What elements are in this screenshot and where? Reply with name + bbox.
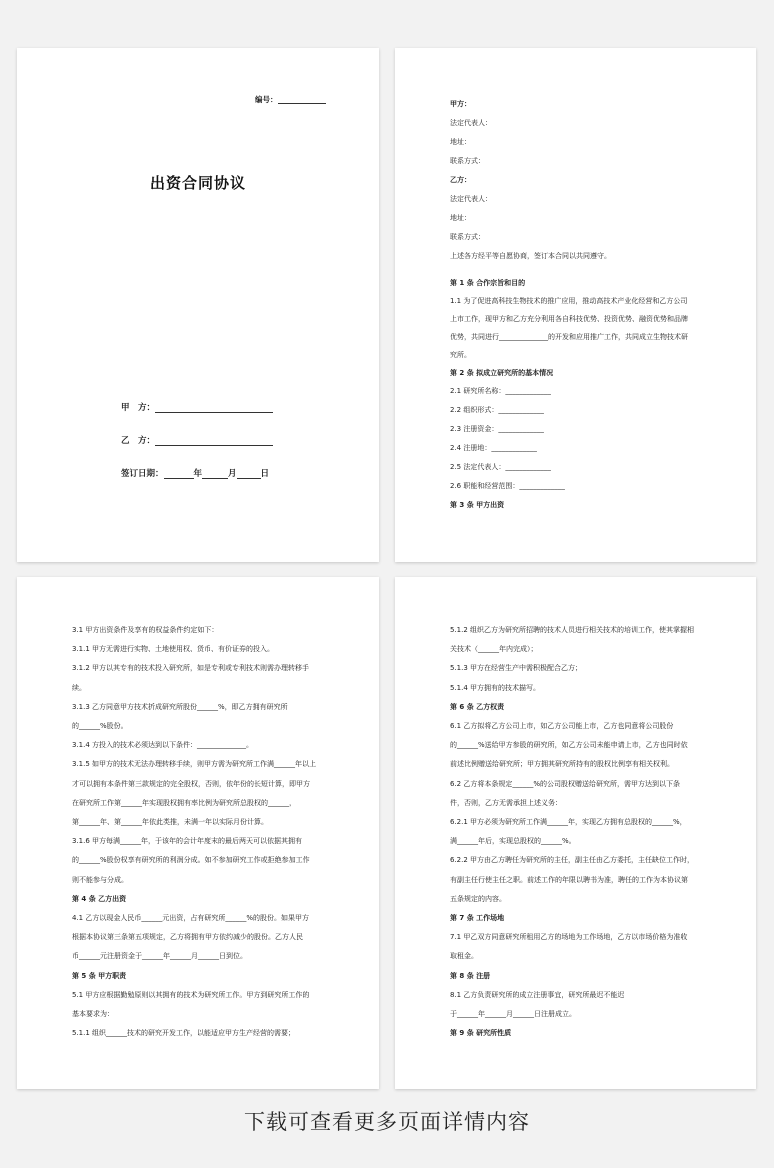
section-heading: 第 6 条 乙方权责 — [450, 702, 505, 711]
section-heading: 第 7 条 工作场地 — [450, 914, 505, 922]
text-line: 件，否则，乙方无需承担上述义务： — [450, 798, 562, 807]
section-heading: 第 1 条 合作宗旨和目的 — [450, 279, 526, 287]
text-line: 2.3 注册资金：_____________ — [450, 425, 544, 433]
text-line: 究所。 — [450, 351, 471, 359]
text-line: 的______%股份权享有研究所的利润分成。如不参加研究工作或拒绝参加工作 — [72, 856, 310, 865]
text-line: 优势，共同进行______________的开发和应用推广工作，共同成立生物技术研 — [450, 333, 688, 341]
text-line: 2.6 职能和经营范围：_____________ — [450, 482, 565, 490]
text-line: 3.1 甲方出资条件及享有的权益条件约定如下： — [72, 626, 219, 634]
sign-date-field: 签订日期： 年 月 日 — [121, 469, 270, 479]
text-line: 6.2.2 甲方由乙方聘任为研究所的主任，副主任由乙方委托，主任缺位工作时， — [450, 856, 695, 865]
section-heading: 第 8 条 注册 — [450, 971, 491, 980]
text-line: 3.1.2 甲方以其专有的技术投入研究所，如是专利或专利技术则需办理转移手 — [72, 664, 310, 673]
document-page-cover — [17, 48, 379, 562]
text-line: 才可以拥有本条件第三款规定的完全股权，否则，依年份的长短计算，即甲方 — [72, 779, 310, 788]
text-line: 5.1.3 甲方在经营生产中需积极配合乙方； — [450, 664, 583, 673]
text-line: 6.1 乙方拟将乙方公司上市，如乙方公司能上市，乙方也同意将公司股份 — [450, 722, 674, 730]
text-line: 的______%送给甲方参股的研究所，如乙方公司未能申请上市，乙方也同时依 — [450, 741, 688, 750]
text-line: 关技术（______年内完成）； — [450, 645, 538, 654]
text-line: 3.1.4 方投入的技术必须达到以下条件：______________。 — [72, 741, 254, 750]
text-line: 续。 — [72, 683, 86, 692]
text-line: 的______%股份。 — [72, 722, 128, 730]
document-page-4 — [395, 577, 756, 1089]
text-line: 8.1 乙方负责研究所的成立注册事宜，研究所最迟不能迟 — [450, 990, 625, 999]
section-heading: 乙方： — [450, 176, 471, 184]
text-line: 2.4 注册地：_____________ — [450, 444, 537, 452]
text-line: 于______年______月______日注册成立。 — [450, 1010, 576, 1018]
text-line: 2.1 研究所名称：_____________ — [450, 387, 551, 395]
text-line: 5.1.2 组织乙方为研究所招聘的技术人员进行相关技术的培训工作，使其掌握相 — [450, 626, 695, 634]
text-line: 5.1.4 甲方拥有的技术描写。 — [450, 683, 541, 692]
text-line: 1.1 为了促进高科技生物技术的推广应用，推动高技术产业化经营和乙方公司 — [450, 297, 688, 305]
text-line: 3.1.3 乙方同意甲方技术折成研究所股份______%，即乙方拥有研究所 — [72, 702, 288, 711]
text-line: 7.1 甲乙双方同意研究所租用乙方的场地为工作场地，乙方以市场价格为准收 — [450, 933, 688, 942]
section-heading: 第 3 条 甲方出资 — [450, 501, 505, 509]
text-line: 地址： — [450, 214, 471, 222]
text-line: 五条规定的内容。 — [450, 894, 506, 903]
text-line: 地址： — [450, 138, 471, 146]
text-line: 根据本协议第三条第五项规定，乙方将拥有甲方依约减少的股份。乙方人民 — [72, 933, 303, 942]
text-line: 3.1.5 如甲方的技术无法办理转移手续，则甲方需为研究所工作满______年以上 — [72, 760, 317, 769]
party-b-field: 乙 方： — [121, 434, 273, 446]
section-heading: 第 5 条 甲方职责 — [72, 971, 127, 980]
text-line: 有副主任行使主任之职。前述工作的年限以聘书为准，聘任的工作为本协议第 — [450, 875, 688, 884]
text-line: 3.1.6 甲方每满______年，于该年的会计年度末的最后两天可以依据其拥有 — [72, 837, 303, 846]
party-a-field: 甲 方： — [121, 401, 273, 413]
text-line: 联系方式： — [450, 233, 485, 241]
download-caption: 下载可查看更多页面详情内容 — [244, 1110, 530, 1134]
text-line: 4.1 乙方以现金人民币______元出资，占有研究所______%的股份。如果甲方 — [72, 914, 310, 922]
contract-title: 出资合同协议 — [150, 174, 247, 192]
text-line: 前述比例赠送给研究所；甲方拥其研究所持有的股权比例享有相关权利。 — [450, 760, 674, 769]
section-heading: 第 4 条 乙方出资 — [72, 894, 127, 903]
contract-number-label: 编号： — [255, 94, 326, 104]
text-line: 5.1 甲方应根据勤勉原则以其拥有的技术为研究所工作。甲方到研究所工作的 — [72, 990, 310, 999]
document-page-3 — [17, 577, 379, 1089]
text-line: 基本要求为： — [72, 1010, 114, 1018]
text-line: 2.5 法定代表人：_____________ — [450, 463, 551, 471]
text-line: 联系方式： — [450, 157, 485, 165]
text-line: 上市工作，现甲方和乙方充分利用各自科技优势、投资优势、融资优势和品牌 — [450, 315, 688, 323]
section-heading: 第 2 条 拟成立研究所的基本情况 — [450, 369, 554, 377]
text-line: 法定代表人： — [450, 195, 492, 203]
text-line: 上述各方经平等自愿协商，签订本合同以共同遵守。 — [450, 252, 611, 260]
text-line: 3.1.1 甲方无需进行实物、土地使用权、货币、有价证券的投入。 — [72, 645, 275, 654]
text-line: 则不能参与分成。 — [72, 875, 128, 884]
document-page-2 — [395, 48, 756, 562]
text-line: 法定代表人： — [450, 119, 492, 127]
text-line: 币______元注册资金于______年______月______日到位。 — [72, 952, 247, 961]
text-line: 取租金。 — [450, 952, 478, 961]
section-heading: 第 9 条 研究所性质 — [450, 1029, 512, 1038]
text-line: 满______年后，实现总股权的______%。 — [450, 837, 576, 846]
section-heading: 甲方： — [450, 100, 471, 108]
text-line: 2.2 组织形式：_____________ — [450, 406, 544, 414]
text-line: 6.2 乙方将本条规定______%的公司股权赠送给研究所，需甲方达到以下条 — [450, 779, 681, 788]
text-line: 在研究所工作第______年实现股权拥有率比例为研究所总股权的______， — [72, 798, 296, 807]
text-line: 5.1.1 组织______技术的研究开发工作，以能适应甲方生产经营的需要； — [72, 1029, 296, 1038]
text-line: 6.2.1 甲方必须为研究所工作满______年，实现乙方拥有总股权的______%， — [450, 818, 687, 826]
text-line: 第______年、第______年依此类推，未满一年以实际月份计算。 — [72, 818, 268, 826]
